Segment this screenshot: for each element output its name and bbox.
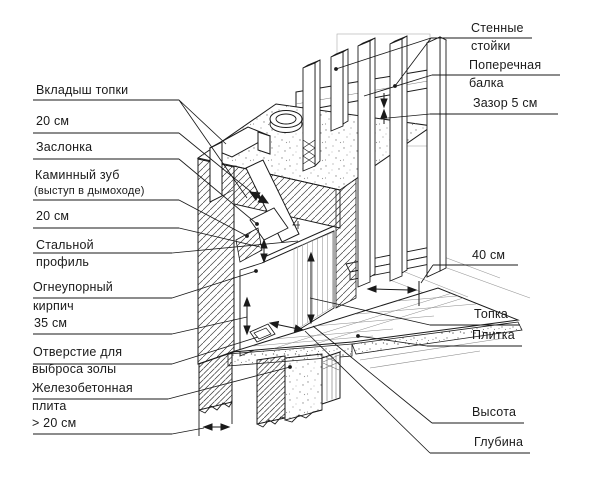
label-zazor-5cm: Зазор 5 см bbox=[473, 96, 538, 110]
label-stalnoy-profil-line1: Стальной bbox=[36, 238, 94, 252]
label-stalnoy-profil-line2: профиль bbox=[36, 255, 90, 269]
dim-arrow-20cm-vertical bbox=[261, 240, 267, 262]
label-kaminny-zub-line2: (выступ в дымоходе) bbox=[34, 185, 145, 197]
stud-5-foreground bbox=[427, 37, 446, 277]
label-plitka: Плитка bbox=[472, 328, 515, 342]
foundation-block bbox=[285, 354, 322, 420]
label-vkladysh-topki: Вкладыш топки bbox=[36, 83, 129, 97]
label-otverstie-line2: выброса золы bbox=[32, 362, 117, 376]
label-zhb-plita-line1: Железобетонная bbox=[32, 381, 133, 395]
dim-arrow-gt-20cm bbox=[204, 424, 229, 430]
label-poperechnaya-line2: балка bbox=[469, 76, 504, 90]
label-20cm-mid: 20 см bbox=[36, 209, 70, 223]
foundation-pillar-mid bbox=[257, 356, 285, 424]
label-zhb-plita-line2: плита bbox=[32, 399, 67, 413]
label-stennye-line1: Стенные bbox=[471, 21, 524, 35]
stud-2 bbox=[331, 49, 348, 131]
label-gt-20cm: > 20 см bbox=[32, 416, 77, 430]
label-kaminny-zub-line1: Каминный зуб bbox=[35, 168, 120, 182]
label-ogneuporny-line1: Огнеупорный bbox=[33, 280, 113, 294]
label-zaslonka: Заслонка bbox=[36, 140, 93, 154]
stud-1 bbox=[303, 60, 320, 171]
label-vysota: Высота bbox=[472, 405, 517, 419]
label-glubina: Глубина bbox=[474, 435, 524, 449]
label-35cm: 35 см bbox=[34, 316, 68, 330]
label-20cm-top: 20 см bbox=[36, 114, 70, 128]
label-otverstie-line1: Отверстие для bbox=[33, 345, 123, 359]
wood-joist bbox=[322, 352, 340, 404]
label-40cm: 40 см bbox=[472, 248, 506, 262]
label-poperechnaya-line1: Поперечная bbox=[469, 58, 542, 72]
label-topka: Топка bbox=[474, 307, 509, 321]
label-stennye-line2: стойки bbox=[471, 39, 511, 53]
label-ogneuporny-line2: кирпич bbox=[33, 299, 74, 313]
foundation-pillars bbox=[199, 352, 322, 436]
stud-3 bbox=[358, 38, 375, 287]
chimney-collar bbox=[270, 111, 302, 133]
